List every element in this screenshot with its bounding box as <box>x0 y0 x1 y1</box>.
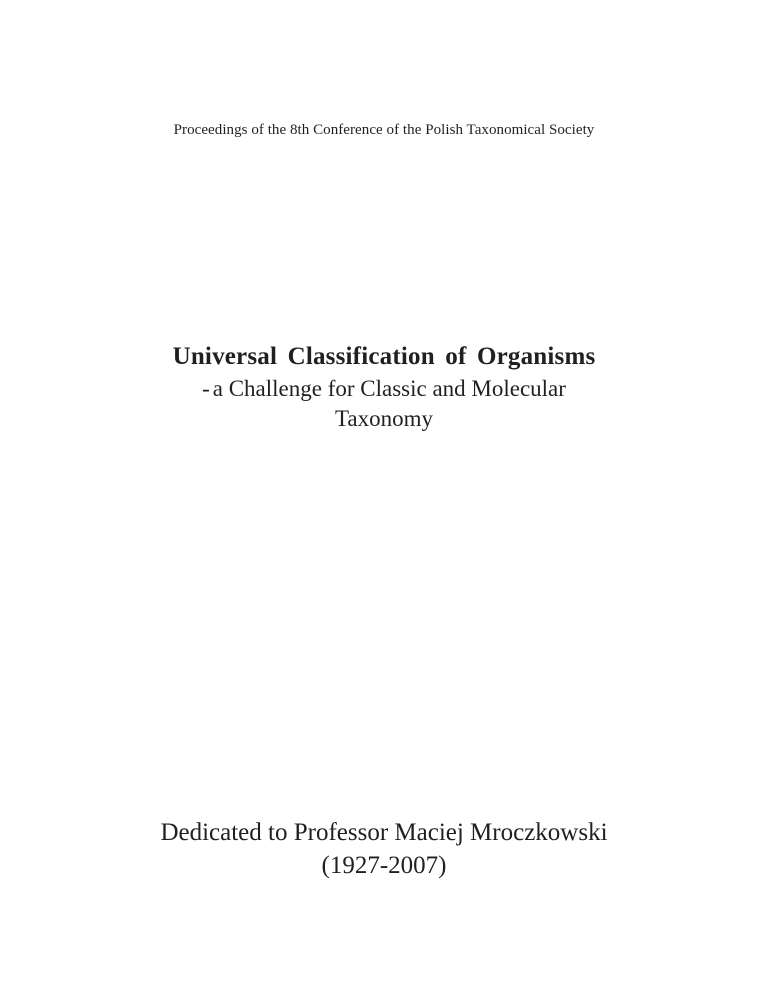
subtitle-line-1 <box>0 374 768 404</box>
subtitle-dash: - <box>202 376 210 401</box>
dedication-block <box>0 816 768 882</box>
dedication-years: (1927-2007) <box>321 852 447 879</box>
subtitle-line-2: Taxonomy <box>334 406 434 431</box>
dedication-text: Dedicated to Professor Maciej Mroczkowski <box>160 819 608 846</box>
main-title: Universal Classification of Organisms <box>172 343 596 370</box>
subtitle-text-1: a Challenge for Classic and Molecular <box>212 376 566 401</box>
subtitle <box>0 374 768 434</box>
title-block <box>0 340 768 434</box>
proceedings-heading: Proceedings of the 8th Conference of the Polish Taxonomical Society <box>173 122 595 138</box>
